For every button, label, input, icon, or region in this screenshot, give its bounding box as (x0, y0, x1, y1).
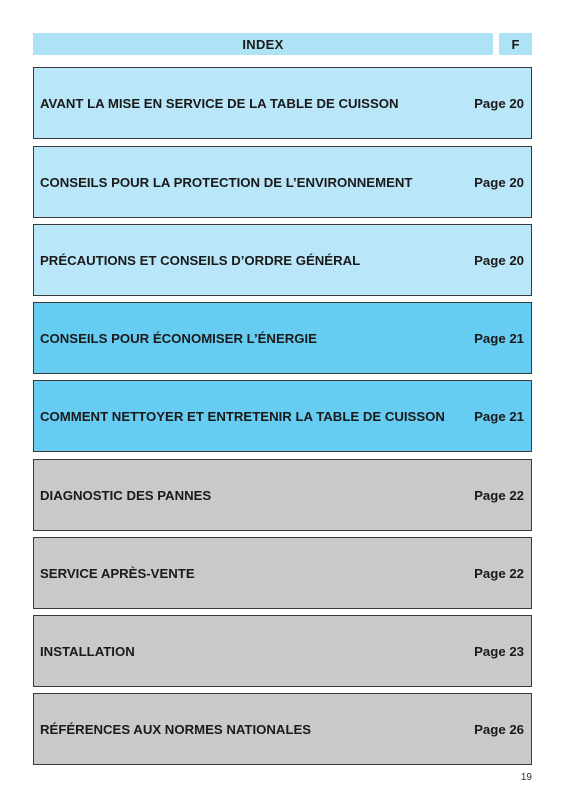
index-entry[interactable] (33, 459, 532, 531)
index-entry[interactable] (33, 537, 532, 609)
entry-label: PRÉCAUTIONS ET CONSEILS D’ORDRE GÉNÉRAL (40, 252, 361, 268)
entry-label: AVANT LA MISE EN SERVICE DE LA TABLE DE CUISSON (40, 95, 399, 111)
entry-page: Page 20 (474, 95, 524, 111)
entry-page: Page 26 (474, 721, 524, 737)
entry-page: Page 20 (474, 252, 524, 268)
index-header (33, 33, 532, 55)
entry-label: DIAGNOSTIC DES PANNES (40, 487, 212, 503)
index-entry[interactable] (33, 380, 532, 452)
index-entry[interactable] (33, 224, 532, 296)
entry-label: COMMENT NETTOYER ET ENTRETENIR LA TABLE DE CUISSON (40, 408, 445, 424)
index-entry[interactable] (33, 615, 532, 687)
entry-page: Page 21 (474, 330, 524, 346)
entry-page: Page 22 (474, 565, 524, 581)
entry-label: RÉFÉRENCES AUX NORMES NATIONALES (40, 721, 312, 737)
entry-label: INSTALLATION (40, 643, 135, 659)
entry-label: SERVICE APRÈS-VENTE (40, 565, 195, 581)
index-title: INDEX (33, 33, 493, 55)
index-entry[interactable] (33, 693, 532, 765)
page-number: 19 (520, 772, 532, 783)
language-tab: F (499, 33, 532, 55)
index-entry[interactable] (33, 146, 532, 218)
index-entry[interactable] (33, 67, 532, 139)
entry-label: CONSEILS POUR ÉCONOMISER L’ÉNERGIE (40, 330, 317, 346)
entry-page: Page 21 (474, 408, 524, 424)
entry-page: Page 20 (474, 174, 524, 190)
entry-page: Page 22 (474, 487, 524, 503)
entry-label: CONSEILS POUR LA PROTECTION DE L’ENVIRONNEMENT (40, 174, 413, 190)
index-entry[interactable] (33, 302, 532, 374)
entry-page: Page 23 (474, 643, 524, 659)
